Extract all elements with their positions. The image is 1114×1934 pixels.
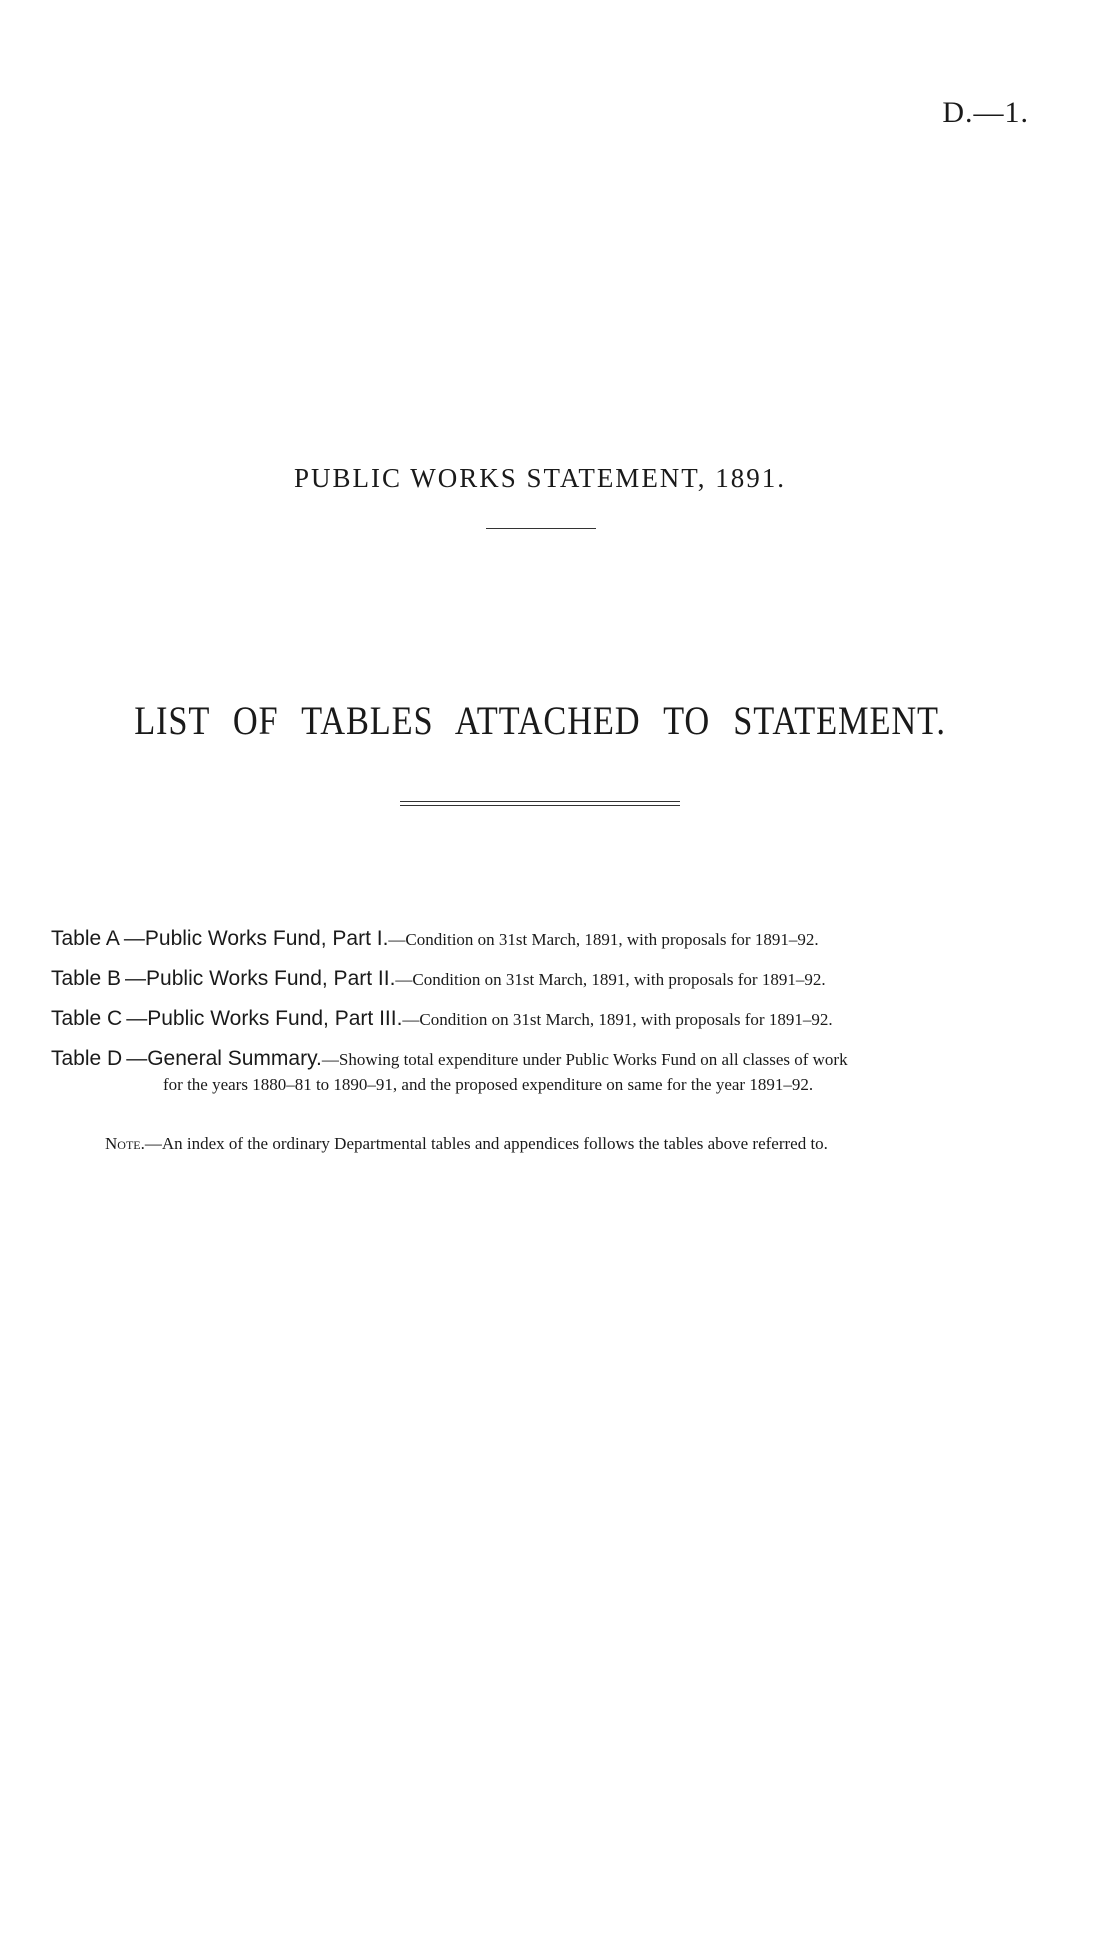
note-text: —An index of the ordinary Departmental tables and appendices follows the tables above referred to. (144, 1134, 828, 1153)
tables-list (51, 926, 1051, 1108)
table-description-continuation: for the years 1880–81 to 1890–91, and the proposed expenditure on same for the year 1891–92. (163, 1075, 814, 1094)
page-reference: D.—1. (942, 96, 1029, 129)
table-name: —Public Works Fund, Part III. (126, 1007, 403, 1030)
note-label: Note. (105, 1134, 145, 1153)
table-entry-b (51, 966, 1051, 994)
table-id: Table B (51, 967, 122, 990)
table-id: Table C (51, 1007, 123, 1030)
statement-title: PUBLIC WORKS STATEMENT, 1891. (293, 463, 787, 493)
table-description: —Condition on 31st March, 1891, with proposals for 1891–92. (395, 970, 826, 989)
title-divider (486, 528, 596, 529)
table-description: —Condition on 31st March, 1891, with proposals for 1891–92. (402, 1010, 833, 1029)
list-title: LIST OF TABLES ATTACHED TO STATEMENT. (134, 698, 946, 743)
table-id: Table D (51, 1047, 123, 1070)
table-description: —Condition on 31st March, 1891, with proposals for 1891–92. (388, 930, 819, 949)
table-name: —Public Works Fund, Part I. (123, 927, 389, 950)
table-id: Table A (51, 927, 120, 950)
table-entry-c (51, 1006, 1051, 1034)
table-name: —Public Works Fund, Part II. (125, 967, 396, 990)
table-entry-a (51, 926, 1051, 954)
table-name: —General Summary. (126, 1047, 322, 1070)
table-description: —Showing total expenditure under Public Works Fund on all classes of work (321, 1050, 848, 1069)
note (105, 1134, 1065, 1154)
table-entry-d (51, 1046, 1051, 1096)
double-divider (400, 801, 680, 806)
